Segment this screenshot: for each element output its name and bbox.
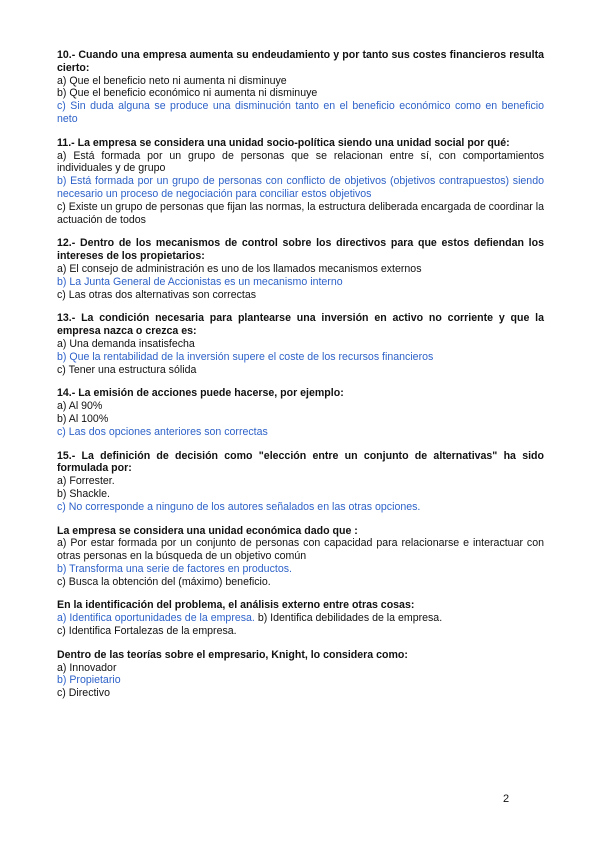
- option-c: c) Las otras dos alternativas son correctas: [57, 288, 257, 301]
- option-c-correct: c) Las dos opciones anteriores son correctas: [57, 425, 268, 438]
- question-title: La empresa se considera una unidad económica dado que :: [57, 524, 358, 537]
- option-b: b) Shackle.: [57, 487, 110, 500]
- question-title: En la identificación del problema, el análisis externo entre otras cosas:: [57, 599, 415, 612]
- option-a: a) Una demanda insatisfecha: [57, 337, 195, 350]
- option-a-correct: a) Identifica oportunidades de la empresa.: [57, 612, 255, 625]
- option-b-correct: b) La Junta General de Accionistas es un mecanismo interno: [57, 275, 343, 288]
- option-b: b) Que el beneficio económico ni aumenta ni disminuye: [57, 87, 318, 100]
- option-b-correct: b) Está formada por un grupo de personas con conflicto de objetivos (objetivos contrapuestos) siendo necesario un proceso de negociación para conciliar estos objetivos: [57, 175, 544, 200]
- option-a: a) Al 90%: [57, 400, 103, 413]
- question-12: [57, 237, 544, 301]
- question-unidad-economica: [57, 525, 544, 589]
- question-title: 10.- Cuando una empresa aumenta su endeudamiento y por tanto sus costes financieros resulta cierto:: [57, 49, 544, 74]
- option-b-correct: b) Transforma una serie de factores en productos.: [57, 562, 292, 575]
- page-number: 2: [503, 793, 510, 805]
- question-11: [57, 137, 544, 227]
- option-a: a) Está formada por un grupo de personas que se relacionan entre sí, con comportamientos individuales y de grupo: [57, 149, 544, 175]
- question-title: 12.- Dentro de los mecanismos de control sobre los directivos para que estos defiendan los intereses de los propietarios:: [57, 237, 544, 263]
- option-a: a) Que el beneficio neto ni aumenta ni disminuye: [57, 74, 287, 87]
- option-c: c) Tener una estructura sólida: [57, 363, 197, 376]
- option-c: c) Busca la obtención del (máximo) beneficio.: [57, 575, 271, 588]
- question-10: [57, 49, 544, 126]
- option-c-correct: c) No corresponde a ninguno de los autores señalados en las otras opciones.: [57, 500, 421, 513]
- option-b: b) Al 100%: [57, 412, 109, 425]
- question-13: [57, 312, 544, 376]
- question-title: 14.- La emisión de acciones puede hacerse, por ejemplo:: [57, 387, 344, 400]
- question-knight: [57, 649, 544, 700]
- document-page: [57, 49, 544, 711]
- question-15: [57, 450, 544, 514]
- option-a: a) Por estar formada por un conjunto de personas con capacidad para relacionarse e interactuar con otras personas en la búsqueda de un objetivo común: [57, 537, 544, 563]
- option-b-correct: b) Propietario: [57, 674, 121, 687]
- question-title: 15.- La definición de decisión como "elección entre un conjunto de alternativas" ha sido formulada por:: [57, 449, 544, 475]
- option-a: a) Innovador: [57, 661, 117, 674]
- option-ab-line: [57, 612, 544, 625]
- question-title: 13.- La condición necesaria para plantearse una inversión en activo no corriente y que la empresa nazca o crezca es:: [57, 312, 544, 338]
- option-b: b) Identifica debilidades de la empresa.: [254, 612, 443, 625]
- option-c: c) Existe un grupo de personas que fijan las normas, la estructura deliberada encargada de coordinar la actuación de todos: [57, 200, 545, 226]
- option-a: a) Forrester.: [57, 475, 115, 488]
- question-analisis-externo: [57, 599, 544, 637]
- option-b-correct: b) Que la rentabilidad de la inversión supere el coste de los recursos financieros: [57, 350, 434, 363]
- option-c: c) Directivo: [57, 687, 110, 700]
- question-title: 11.- La empresa se considera una unidad socio-política siendo una unidad social por qué:: [57, 136, 510, 149]
- question-title: Dentro de las teorías sobre el empresario, Knight, lo considera como:: [57, 648, 408, 661]
- option-c: c) Identifica Fortalezas de la empresa.: [57, 625, 237, 638]
- option-a: a) El consejo de administración es uno de los llamados mecanismos externos: [57, 262, 422, 275]
- option-c-correct: c) Sin duda alguna se produce una disminución tanto en el beneficio económico como en beneficio neto: [57, 100, 544, 125]
- question-14: [57, 387, 544, 438]
